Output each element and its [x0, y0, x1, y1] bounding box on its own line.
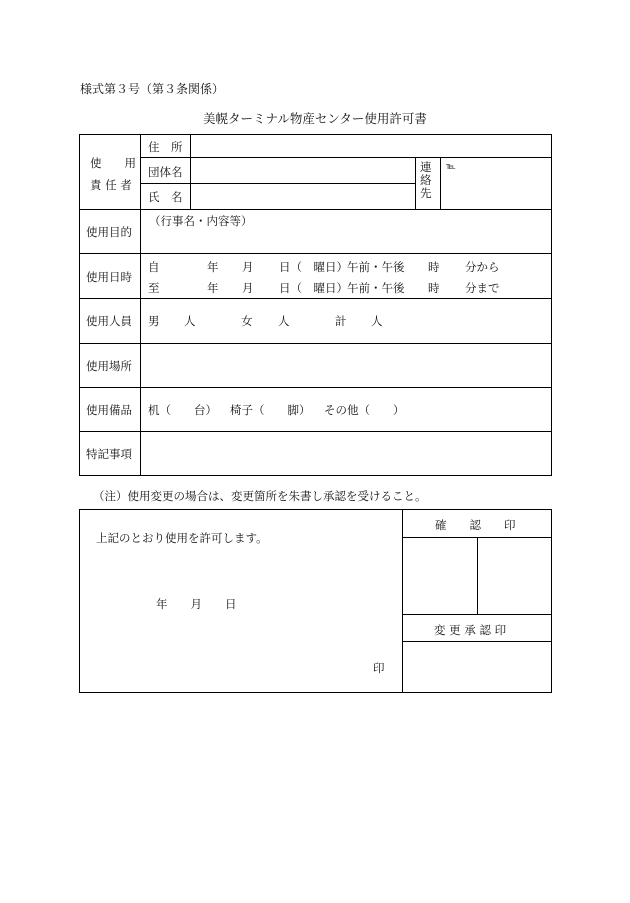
datetime-label: 使用日時: [86, 270, 132, 284]
from-year: 年: [207, 260, 219, 274]
applicant-group-label-1: 使 用: [90, 156, 136, 170]
applicant-group-label-2: 責 任 者: [90, 178, 132, 192]
remarks-label: 特記事項: [86, 447, 132, 461]
name-field[interactable]: [192, 185, 412, 207]
tel-label: ℡: [446, 162, 456, 172]
other-label: その他（ ）: [324, 403, 405, 417]
confirm-seal-box-2[interactable]: [479, 539, 549, 612]
from-month: 月: [242, 260, 254, 274]
org-label: 団体名: [148, 165, 183, 179]
chair-label: 椅子（ 脚）: [230, 403, 311, 417]
from-day: 日（ 曜日）: [279, 260, 348, 274]
male-unit: 人: [184, 314, 196, 328]
change-seal-label: 変 更 承 認 印: [434, 623, 507, 637]
desk-label: 机（ 台）: [148, 403, 217, 417]
application-table: [79, 134, 552, 476]
total-label: 計: [335, 314, 347, 328]
change-seal-box[interactable]: [404, 643, 549, 690]
to-prefix: 至: [148, 281, 160, 295]
total-unit: 人: [371, 314, 383, 328]
contact-field[interactable]: [458, 159, 548, 207]
male-label: 男: [148, 314, 160, 328]
to-month: 月: [242, 281, 254, 295]
confirm-seal-box-1[interactable]: [404, 539, 475, 612]
change-note: （注）使用変更の場合は、変更箇所を朱書し承認を受けること。: [93, 489, 427, 503]
purpose-label: 使用目的: [86, 225, 132, 239]
place-field[interactable]: [142, 346, 548, 384]
female-label: 女: [241, 314, 253, 328]
to-day: 日（ 曜日）: [279, 281, 348, 295]
place-label: 使用場所: [86, 359, 132, 373]
form-number-label: 様式第３号（第３条関係）: [80, 82, 225, 96]
from-ampm: 午前・午後: [347, 260, 405, 274]
to-ampm: 午前・午後: [347, 281, 405, 295]
to-suffix: 分まで: [465, 281, 500, 295]
permit-date: 年 月 日: [156, 597, 237, 611]
purpose-hint: （行事名・内容等）: [149, 214, 253, 228]
confirm-seal-label: 確 認 印: [435, 518, 516, 532]
permit-table: [79, 509, 552, 693]
female-unit: 人: [278, 314, 290, 328]
address-label: 住 所: [148, 140, 183, 154]
name-label: 氏 名: [148, 190, 183, 204]
from-suffix: 分から: [465, 260, 500, 274]
from-hour: 時: [428, 260, 440, 274]
from-prefix: 自: [148, 260, 160, 274]
permit-statement: 上記のとおり使用を許可します。: [96, 531, 268, 545]
org-field[interactable]: [192, 159, 412, 181]
remarks-field[interactable]: [142, 434, 548, 472]
people-label: 使用人員: [86, 314, 132, 328]
to-year: 年: [207, 281, 219, 295]
equipment-label: 使用備品: [86, 403, 132, 417]
seal-mark: 印: [373, 661, 385, 675]
purpose-field[interactable]: [142, 230, 548, 251]
address-field[interactable]: [192, 137, 548, 155]
contact-label: 連絡先: [420, 160, 432, 200]
to-hour: 時: [428, 281, 440, 295]
document-title: 美幌ターミナル物産センター使用許可書: [203, 111, 427, 126]
